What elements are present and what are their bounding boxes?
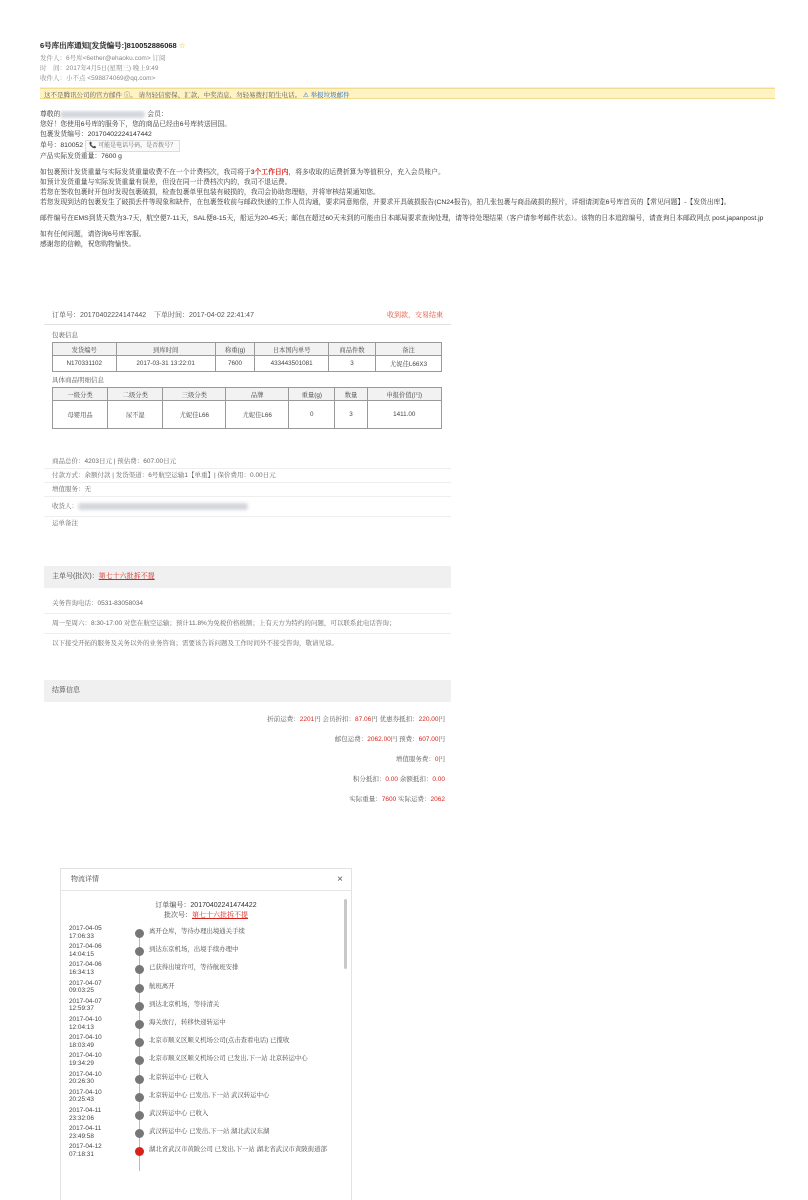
table-header: 称重(g) [215,343,255,356]
email-to[interactable]: 收件人：小不点 <598874069@qq.com> [40,75,156,82]
event-time [69,1089,127,1104]
event-clock: 09:03:25 [69,987,94,995]
table-cell: 3 [328,356,375,372]
event-text: 到达东京机场，出境手续办理中 [149,946,239,954]
table-cell: 2017-03-31 13:22:01 [116,356,215,372]
body-paragraph: 若您在签收包裹时开包时发现包裹破损，检查包裹单里包装有破损的，我司会协助您理赔，并将审核结果通知您。 [40,189,380,196]
table-header: 二级分类 [108,388,163,401]
event-time [69,1107,127,1122]
table-header: 三级分类 [163,388,226,401]
order-status: 收到款，交易结束 [387,312,443,319]
remark-line: 运单备注 [52,520,78,527]
table-cell: N170331102 [53,356,117,372]
event-date: 2017-04-06 [69,943,102,951]
body-paragraph: 感谢您的信赖，祝您购物愉快。 [40,241,136,248]
body-paragraph: 若您发现到达的包裹发生了破损丢件等现象和缺件，在包裹签收前与邮政快递的工作人员沟通，要求同意赔偿，并要求开具破损报告(CN24报告)，拍几张包裹与商品破损的照片，详细请浏览6号库首页的【常见问题】-【发货出库】。 [40,199,731,206]
table-header: 商品件数 [328,343,375,356]
settlement-header: 结算信息 [44,680,451,702]
star-icon[interactable]: ☆ [178,41,186,50]
order-detail [44,327,451,447]
service-line: 增值服务：无 [44,483,451,497]
event-date: 2017-04-10 [69,1070,102,1078]
event-clock: 19:34:29 [69,1059,94,1067]
modal-batch: 批次号：第七十六批拆不提 [164,912,248,919]
batch-header: 主单号(批次)：第七十六批拆不提 [44,566,451,588]
table-header: 到库时间 [116,343,215,356]
body-paragraph: 如包裹预计发货重量与实际发货重量收费不在一个计费档次，我司将于3个工作日内，将多收取的运费折算为等值积分，充入会员账户。 [40,169,445,176]
event-clock: 20:26:30 [69,1078,94,1086]
contact-line: 关务咨询电话：0531-83058034 [44,594,451,614]
event-time [69,943,127,958]
timeline-dot-icon [135,1111,144,1120]
table-header: 数量 [335,388,367,401]
email-header [40,40,775,88]
phone-tip[interactable]: 📞 可能是电话号码，是否拨号？ [85,140,180,152]
email-subject: 6号库出库通知[发货编号:]810052886068 ☆ [40,41,186,50]
event-date: 2017-04-11 [69,1107,102,1114]
pay-line: 付款方式：余额付款 | 发货渠道：6号航空运输1【单重】| 保价费用：0.00日元 [44,469,451,483]
receiver-line: 收货人： [44,497,451,517]
table-cell: 7600 [215,356,255,372]
timeline-dot-icon [135,1020,144,1029]
event-date: 2017-04-05 [69,925,102,932]
settle-line: 实际重量：7600 实际运费：2062 [349,796,445,803]
event-clock: 14:04:15 [69,950,94,958]
table-header: 重量(g) [289,388,335,401]
goods-table [52,387,442,429]
total-line: 商品总价：4203日元 | 预估费：607.00日元 [44,455,451,469]
settle-line: 邮包运费：2062.00円 预费：607.00円 [334,736,445,743]
goods-section-title: 具体商品明细信息 [52,377,104,384]
table-cell: 尤妮佳L66 [226,401,289,429]
event-text: 到达北京机场，等待清关 [149,1000,220,1008]
event-text: 海关放行，转移快递转运中 [149,1019,226,1026]
table-header: 申报价值(円) [367,388,441,401]
event-date: 2017-04-10 [69,1016,102,1023]
event-text: 已获得出境许可，等待航班安排 [149,964,239,972]
greeting: 尊敬的 会员： [40,111,168,118]
package-table [52,342,442,372]
order-info [44,455,451,543]
event-time [69,1052,127,1067]
close-icon[interactable]: × [337,874,343,885]
event-text: 北京市顺义区顺义机场公司 已发出,下一站 北京转运中心 [149,1055,308,1063]
event-date: 2017-04-06 [69,961,102,969]
event-date: 2017-04-11 [69,1125,102,1133]
batch-link[interactable]: 第七十六批拆不提 [98,573,155,580]
event-text: 武汉转运中心 已发出,下一站 湖北武汉东湖 [149,1128,270,1136]
table-header: 一级分类 [53,388,108,401]
settle-line: 增值服务费：0円 [395,756,445,763]
logistics-modal [60,868,352,1200]
table-cell: 尤妮佳L66 [163,401,226,429]
table-cell: 尿不湿 [108,401,163,429]
batch-panel [44,566,451,666]
event-time [69,1071,127,1086]
event-clock: 23:49:58 [69,1132,94,1140]
email-from[interactable]: 发件人：6号库<6ether@ehaoku.com> 订阅 [40,55,166,62]
timeline-dot-icon [135,1002,144,1011]
body-paragraph: 如预计发货重量与实际发货重量有误差，但没在同一计费档次内的，我司不退运费。 [40,179,292,186]
event-clock: 20:25:43 [69,1096,94,1104]
redacted-name [60,111,145,118]
settle-line: 积分抵扣：0.00 余额抵扣：0.00 [352,776,445,783]
event-text: 北京转运中心 已发出,下一站 武汉转运中心 [149,1091,270,1099]
event-date: 2017-04-07 [69,997,102,1005]
table-header: 发货编号 [53,343,117,356]
event-text: 湖北省武汉市黄陂公司 已发出,下一站 湖北省武汉市黄陂街道部 [149,1146,327,1154]
table-cell: 433443501081 [255,356,329,372]
report-spam-link[interactable]: ⚠ 举报垃圾邮件 [302,92,350,99]
notice-line: 以下接受开拓的服务及关务以外的业务咨询；需要该告诉问题及工作时间外不接受咨询，敬请见谅。 [52,640,338,647]
timeline-dot-icon [135,1038,144,1047]
event-date: 2017-04-07 [69,979,102,987]
timeline-dot-icon [135,929,144,938]
order-no: 订单号：20170402224147442 下单时间：2017-04-02 22:41:47 [52,312,254,319]
event-clock: 23:32:06 [69,1114,94,1122]
event-clock: 16:34:13 [69,968,94,976]
event-text: 航班离开 [149,982,175,990]
redacted-address [78,503,248,510]
body-paragraph: 邮件编号在EMS到货天数为3-7天，航空便7-11天，SAL便8-15天，船运为20-45天；邮包在超过60天未到的可能由日本邮局要求查询处理，请等待处理结果（客户请参考邮件状态）。该物的日本追踪编号，请查询日本邮政网点 post.japanpost.jp [40,215,764,222]
event-clock: 07:18:31 [69,1150,94,1158]
event-time [69,1016,127,1031]
timeline-dot-icon [135,1129,144,1138]
modal-batch-link[interactable]: 第七十六批拆不提 [192,912,248,919]
hours-line: 周一至周六：8:30-17:00 对您在航空运输；预计11.8%为免税价格税额；上有天方为特约的问题，可以联系此电话咨询； [44,614,451,634]
event-time [69,1125,127,1140]
timeline-dot-icon [135,1093,144,1102]
event-text: 北京市顺义区顺义机场公司(点击查看电话) 已揽收 [149,1037,290,1045]
event-time [69,1034,127,1049]
email-body [40,110,775,250]
package-section-title: 包裹信息 [52,332,78,339]
package-number: 包裹发货编号：20170402224147442 [40,131,152,138]
modal-order-no: 订单编号：20170402241474422 [155,902,257,909]
body-paragraph: 如有任何问题，请咨询6号库客服。 [40,231,146,238]
table-header: 备注 [376,343,442,356]
timeline-dot-icon [135,965,144,974]
timeline-event [61,1143,353,1165]
settlement-panel [44,680,451,804]
body-line: 您好！您使用6号库的服务下，您的商品已经由6号库转送回国。 [40,121,232,128]
event-date: 2017-04-10 [69,1034,102,1042]
event-clock: 17:06:33 [69,932,94,940]
order-header [44,305,451,325]
table-cell: 3 [335,401,367,429]
modal-title: 物流详情 × [61,869,351,891]
event-date: 2017-04-10 [69,1052,102,1060]
event-clock: 18:03:49 [69,1041,94,1049]
event-text: 离开仓库，等待办理出境通关手续 [149,928,245,935]
table-cell: 尤妮佳L66X3 [376,356,442,372]
timeline-dot-icon [135,1075,144,1084]
event-time [69,961,127,976]
spam-warning-bar: 这不是腾讯公司的官方邮件 ⓘ。 请勿轻信密保、汇款、中奖消息，勿轻易拨打陌生电话。 ⚠ 举报垃圾邮件 [40,88,775,99]
email-time: 时 间：2017年4月5日(星期三) 晚上9:49 [40,65,159,72]
timeline-dot-icon [135,984,144,993]
settle-line: 折前运费：2201円 会员折扣：87.06円 优惠券抵扣：220.00円 [267,716,445,723]
event-time [69,1143,127,1158]
table-header: 品牌 [226,388,289,401]
event-date: 2017-04-10 [69,1088,102,1096]
timeline-dot-icon [135,947,144,956]
event-time [69,998,127,1013]
table-cell: 母婴用品 [53,401,108,429]
event-time [69,925,127,940]
timeline-dot-icon [135,1056,144,1065]
table-cell: 1411.00 [367,401,441,429]
event-date: 2017-04-12 [69,1143,102,1151]
event-clock: 12:04:13 [69,1023,94,1031]
order-number: 单号：810052 📞 可能是电话号码，是否拨号？ [40,140,775,152]
table-header: 日本国内单号 [255,343,329,356]
package-weight: 产品实际发货重量：7600 g [40,153,122,160]
event-clock: 12:59:37 [69,1005,94,1013]
event-text: 北京转运中心 已收入 [149,1073,209,1081]
event-text: 武汉转运中心 已收入 [149,1110,209,1117]
event-time [69,980,127,995]
table-cell: 0 [289,401,335,429]
timeline-dot-icon [135,1147,144,1156]
modal-scrollbar[interactable] [344,899,347,969]
